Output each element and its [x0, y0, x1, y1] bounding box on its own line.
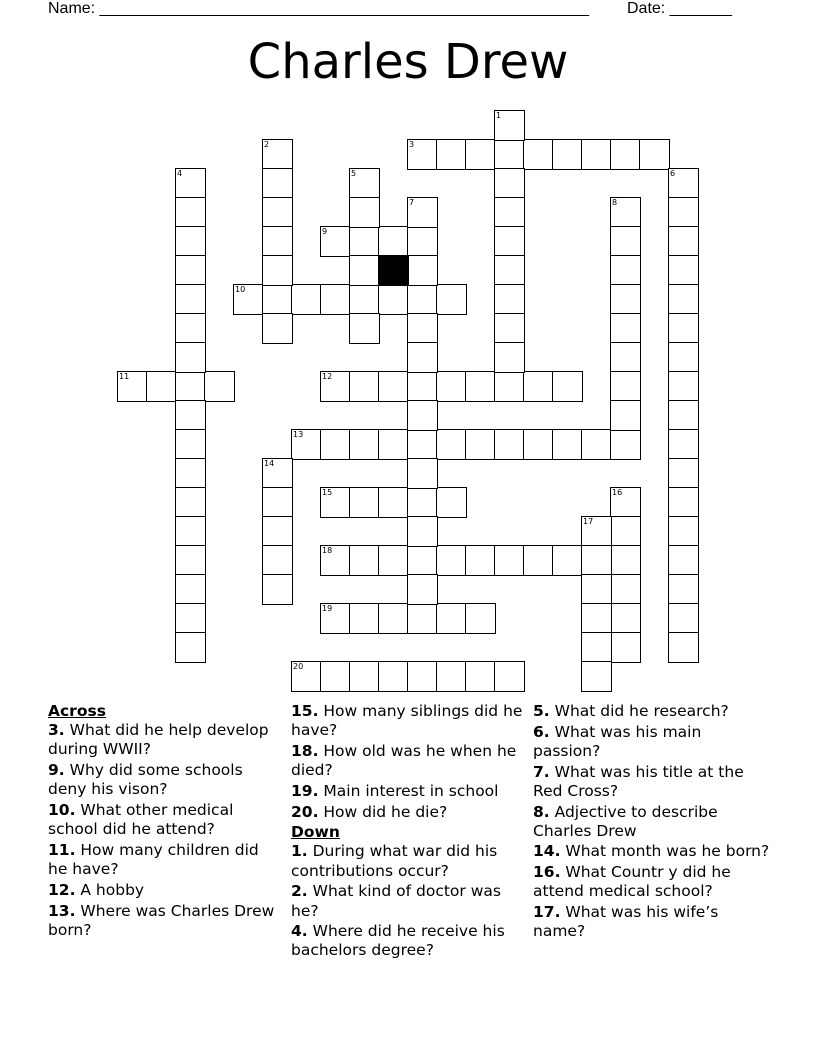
across-heading: Across — [48, 702, 106, 720]
clue-text: Adjective to describe Charles Drew — [533, 802, 718, 840]
grid-cell[interactable] — [436, 371, 467, 402]
grid-cell[interactable] — [494, 255, 525, 286]
name-label: Name: — [48, 0, 96, 17]
clue-number: 6 — [670, 169, 676, 178]
clue-down-2 — [291, 882, 523, 920]
grid-cell[interactable] — [349, 168, 380, 199]
grid-cell[interactable] — [378, 429, 409, 460]
clue-down-4 — [291, 922, 523, 960]
grid-cell[interactable] — [610, 574, 641, 605]
grid-cell[interactable] — [320, 545, 351, 576]
grid-cell[interactable] — [349, 487, 380, 518]
clue-text: How many children did he have? — [48, 840, 259, 879]
grid-cell[interactable] — [407, 284, 438, 315]
clue-number: 12 — [322, 372, 333, 381]
clue-number: 17 — [583, 517, 594, 526]
grid-cell[interactable] — [349, 545, 380, 576]
grid-cell[interactable] — [610, 139, 641, 170]
grid-cell[interactable] — [407, 226, 438, 257]
clue-number-label: 9. — [48, 761, 65, 780]
grid-cell[interactable] — [610, 400, 641, 431]
grid-cell[interactable] — [175, 313, 206, 344]
grid-cell[interactable] — [668, 197, 699, 228]
grid-cell[interactable] — [552, 429, 583, 460]
grid-block — [378, 255, 409, 286]
clue-number: 8 — [612, 198, 618, 207]
clue-number-label: 4. — [291, 922, 308, 941]
clue-number-label: 18. — [291, 741, 319, 760]
grid-cell[interactable] — [552, 139, 583, 170]
grid-cell[interactable] — [262, 574, 293, 605]
clue-text: What did he help develop during WWII? — [48, 721, 269, 759]
grid-cell[interactable] — [581, 574, 612, 605]
grid-cell[interactable] — [494, 139, 525, 170]
grid-cell[interactable] — [291, 429, 322, 460]
grid-cell[interactable] — [668, 429, 699, 460]
grid-cell[interactable] — [262, 284, 293, 315]
grid-cell[interactable] — [262, 545, 293, 576]
grid-cell[interactable] — [610, 545, 641, 576]
grid-cell[interactable] — [581, 516, 612, 547]
clue-number-label: 17. — [533, 903, 561, 922]
clue-across-15 — [291, 702, 523, 740]
grid-cell[interactable] — [407, 371, 438, 402]
clue-text: Where was Charles Drew born? — [48, 901, 275, 939]
grid-cell[interactable] — [175, 545, 206, 576]
grid-cell[interactable] — [320, 487, 351, 518]
grid-cell[interactable] — [610, 632, 641, 663]
grid-cell[interactable] — [407, 139, 438, 170]
grid-cell[interactable] — [262, 197, 293, 228]
down-heading: Down — [291, 823, 340, 842]
grid-cell[interactable] — [175, 487, 206, 518]
grid-cell[interactable] — [407, 313, 438, 344]
grid-cell[interactable] — [204, 371, 235, 402]
grid-cell[interactable] — [523, 545, 554, 576]
grid-cell[interactable] — [581, 545, 612, 576]
clue-text: How old was he when he died? — [291, 741, 517, 780]
clue-text: Main interest in school — [318, 781, 499, 800]
clues-column-2 — [291, 702, 523, 962]
grid-cell[interactable] — [349, 603, 380, 634]
name-blank[interactable]: _______________________________________________________ — [99, 0, 589, 17]
grid-cell[interactable] — [378, 487, 409, 518]
clue-across-10 — [48, 801, 278, 839]
clue-text: During what war did his contributions occur? — [291, 842, 498, 880]
grid-cell[interactable] — [291, 284, 322, 315]
grid-cell[interactable] — [175, 197, 206, 228]
clue-number: 18 — [322, 546, 333, 555]
grid-cell[interactable] — [494, 110, 525, 141]
clue-down-6 — [533, 723, 773, 761]
clue-number-label: 14. — [533, 842, 561, 861]
grid-cell[interactable] — [407, 255, 438, 286]
clue-across-20 — [291, 803, 523, 822]
grid-cell[interactable] — [465, 429, 496, 460]
clue-text: What month was he born? — [560, 842, 770, 861]
grid-cell[interactable] — [175, 400, 206, 431]
clue-text: How many siblings did he have? — [291, 702, 523, 740]
clue-text: Where did he receive his bachelors degree? — [291, 922, 505, 960]
clue-across-3 — [48, 721, 278, 759]
grid-cell[interactable] — [494, 197, 525, 228]
grid-cell[interactable] — [668, 226, 699, 257]
grid-cell[interactable] — [494, 429, 525, 460]
grid-cell[interactable] — [610, 371, 641, 402]
grid-cell[interactable] — [262, 313, 293, 344]
grid-cell[interactable] — [610, 313, 641, 344]
grid-cell[interactable] — [146, 371, 177, 402]
grid-cell[interactable] — [262, 458, 293, 489]
grid-cell[interactable] — [175, 255, 206, 286]
grid-cell[interactable] — [378, 661, 409, 692]
grid-cell[interactable] — [436, 487, 467, 518]
grid-cell[interactable] — [378, 226, 409, 257]
clue-down-16 — [533, 863, 773, 901]
clue-number-label: 20. — [291, 802, 319, 821]
clue-down-8 — [533, 803, 773, 841]
grid-cell[interactable] — [291, 661, 322, 692]
clue-down-1 — [291, 842, 523, 880]
clue-number-label: 8. — [533, 802, 550, 821]
grid-cell[interactable] — [349, 429, 380, 460]
grid-cell[interactable] — [407, 400, 438, 431]
grid-cell[interactable] — [581, 661, 612, 692]
grid-cell[interactable] — [610, 516, 641, 547]
grid-cell[interactable] — [378, 371, 409, 402]
clue-number-label: 1. — [291, 842, 308, 861]
grid-cell[interactable] — [175, 342, 206, 373]
clue-number: 5 — [351, 169, 357, 178]
clue-number-label: 5. — [533, 702, 550, 720]
clue-down-14 — [533, 842, 773, 861]
grid-cell[interactable] — [378, 603, 409, 634]
clue-number-label: 6. — [533, 722, 550, 741]
grid-cell[interactable] — [436, 139, 467, 170]
grid-cell[interactable] — [407, 458, 438, 489]
grid-cell[interactable] — [378, 284, 409, 315]
grid-cell[interactable] — [175, 429, 206, 460]
clue-text: What was his main passion? — [533, 722, 702, 760]
grid-cell[interactable] — [668, 284, 699, 315]
clue-number: 4 — [177, 169, 183, 178]
grid-cell[interactable] — [175, 168, 206, 199]
grid-cell[interactable] — [610, 255, 641, 286]
clue-number-label: 12. — [48, 880, 76, 899]
grid-cell[interactable] — [262, 255, 293, 286]
clue-number: 1 — [496, 111, 502, 120]
grid-cell[interactable] — [668, 603, 699, 634]
clues-column-3 — [533, 702, 773, 943]
grid-cell[interactable] — [175, 371, 206, 402]
clue-across-9 — [48, 761, 278, 799]
clue-number: 15 — [322, 488, 333, 497]
clue-text: A hobby — [75, 880, 145, 899]
grid-cell[interactable] — [320, 226, 351, 257]
grid-cell[interactable] — [407, 342, 438, 373]
grid-cell[interactable] — [610, 429, 641, 460]
grid-cell[interactable] — [668, 574, 699, 605]
grid-cell[interactable] — [494, 342, 525, 373]
grid-cell[interactable] — [407, 545, 438, 576]
grid-cell[interactable] — [465, 139, 496, 170]
grid-cell[interactable] — [175, 458, 206, 489]
grid-cell[interactable] — [668, 516, 699, 547]
grid-cell[interactable] — [175, 574, 206, 605]
grid-cell[interactable] — [407, 429, 438, 460]
grid-cell[interactable] — [668, 255, 699, 286]
clue-number-label: 11. — [48, 840, 76, 859]
grid-cell[interactable] — [262, 139, 293, 170]
grid-cell[interactable] — [349, 661, 380, 692]
grid-cell[interactable] — [407, 197, 438, 228]
grid-cell[interactable] — [668, 313, 699, 344]
clue-across-13 — [48, 902, 278, 940]
clue-number-label: 7. — [533, 762, 550, 781]
grid-cell[interactable] — [610, 226, 641, 257]
grid-cell[interactable] — [407, 574, 438, 605]
grid-cell[interactable] — [262, 168, 293, 199]
grid-cell[interactable] — [378, 545, 409, 576]
clue-text: What Countr y did he attend medical school? — [533, 863, 731, 901]
clue-down-7 — [533, 763, 773, 801]
grid-cell[interactable] — [494, 168, 525, 199]
clue-text: How did he die? — [318, 802, 448, 821]
grid-cell[interactable] — [320, 371, 351, 402]
clue-text: What kind of doctor was he? — [291, 882, 501, 920]
clue-number: 13 — [293, 430, 304, 439]
grid-cell[interactable] — [320, 284, 351, 315]
grid-cell[interactable] — [581, 139, 612, 170]
grid-cell[interactable] — [523, 429, 554, 460]
grid-cell[interactable] — [610, 284, 641, 315]
grid-cell[interactable] — [494, 284, 525, 315]
grid-cell[interactable] — [465, 371, 496, 402]
grid-cell[interactable] — [581, 632, 612, 663]
grid-cell[interactable] — [668, 342, 699, 373]
grid-cell[interactable] — [668, 371, 699, 402]
grid-cell[interactable] — [349, 371, 380, 402]
clue-number: 3 — [409, 140, 415, 149]
clue-down-5 — [533, 702, 773, 721]
clue-across-12 — [48, 881, 278, 900]
grid-cell[interactable] — [175, 516, 206, 547]
grid-cell[interactable] — [610, 603, 641, 634]
grid-cell[interactable] — [233, 284, 264, 315]
grid-cell[interactable] — [494, 545, 525, 576]
clue-number-label: 2. — [291, 882, 308, 901]
grid-cell[interactable] — [465, 545, 496, 576]
grid-cell[interactable] — [262, 487, 293, 518]
grid-cell[interactable] — [349, 226, 380, 257]
clue-number: 7 — [409, 198, 415, 207]
grid-cell[interactable] — [436, 284, 467, 315]
clue-number: 19 — [322, 604, 333, 613]
grid-cell[interactable] — [610, 487, 641, 518]
grid-cell[interactable] — [668, 400, 699, 431]
clue-down-17 — [533, 903, 773, 941]
clue-text: What did he research? — [549, 702, 729, 720]
grid-cell[interactable] — [668, 168, 699, 199]
grid-cell[interactable] — [407, 603, 438, 634]
date-label: Date: — [627, 0, 666, 17]
grid-cell[interactable] — [494, 371, 525, 402]
grid-cell[interactable] — [320, 429, 351, 460]
grid-cell[interactable] — [436, 429, 467, 460]
grid-cell[interactable] — [552, 371, 583, 402]
grid-cell[interactable] — [436, 603, 467, 634]
grid-cell[interactable] — [639, 139, 670, 170]
grid-cell[interactable] — [407, 661, 438, 692]
clue-text: What was his wife’s name? — [533, 903, 719, 941]
grid-cell[interactable] — [494, 226, 525, 257]
clue-number: 20 — [293, 662, 304, 671]
grid-cell[interactable] — [117, 371, 148, 402]
grid-cell[interactable] — [320, 661, 351, 692]
grid-cell[interactable] — [320, 603, 351, 634]
clue-number-label: 13. — [48, 901, 76, 920]
grid-cell[interactable] — [349, 255, 380, 286]
clue-number-label: 19. — [291, 781, 319, 800]
grid-cell[interactable] — [465, 603, 496, 634]
clue-number-label: 10. — [48, 801, 76, 820]
grid-cell[interactable] — [610, 197, 641, 228]
grid-cell[interactable] — [175, 632, 206, 663]
grid-cell[interactable] — [581, 603, 612, 634]
clue-across-18 — [291, 742, 523, 780]
clues-column-1 — [48, 702, 278, 941]
page-title: Charles Drew — [247, 34, 569, 90]
grid-cell[interactable] — [262, 516, 293, 547]
grid-cell[interactable] — [262, 226, 293, 257]
clue-number: 9 — [322, 227, 328, 236]
clue-across-19 — [291, 782, 523, 801]
grid-cell[interactable] — [523, 371, 554, 402]
clue-number-label: 3. — [48, 721, 65, 740]
grid-cell[interactable] — [668, 458, 699, 489]
grid-cell[interactable] — [465, 661, 496, 692]
grid-cell[interactable] — [175, 603, 206, 634]
grid-cell[interactable] — [407, 516, 438, 547]
clue-number-label: 15. — [291, 702, 319, 720]
grid-cell[interactable] — [175, 284, 206, 315]
grid-cell[interactable] — [407, 487, 438, 518]
clue-text: What other medical school did he attend? — [48, 801, 234, 839]
grid-cell[interactable] — [494, 661, 525, 692]
clue-number: 11 — [119, 372, 130, 381]
grid-cell[interactable] — [668, 487, 699, 518]
clue-text: What was his title at the Red Cross? — [533, 762, 744, 800]
grid-cell[interactable] — [523, 139, 554, 170]
date-blank[interactable]: _______ — [669, 0, 732, 17]
clue-text: Why did some schools deny his vison? — [48, 761, 243, 799]
grid-cell[interactable] — [436, 661, 467, 692]
grid-cell[interactable] — [668, 632, 699, 663]
grid-cell[interactable] — [349, 197, 380, 228]
grid-cell[interactable] — [581, 429, 612, 460]
clue-number: 2 — [264, 140, 270, 149]
grid-cell[interactable] — [436, 545, 467, 576]
grid-cell[interactable] — [668, 545, 699, 576]
grid-cell[interactable] — [175, 226, 206, 257]
grid-cell[interactable] — [349, 284, 380, 315]
grid-cell[interactable] — [494, 313, 525, 344]
clue-number: 16 — [612, 488, 623, 497]
clue-number: 10 — [235, 285, 246, 294]
clue-number: 14 — [264, 459, 275, 468]
clue-number-label: 16. — [533, 863, 561, 882]
grid-cell[interactable] — [349, 313, 380, 344]
clue-across-11 — [48, 841, 278, 879]
grid-cell[interactable] — [610, 342, 641, 373]
grid-cell[interactable] — [552, 545, 583, 576]
